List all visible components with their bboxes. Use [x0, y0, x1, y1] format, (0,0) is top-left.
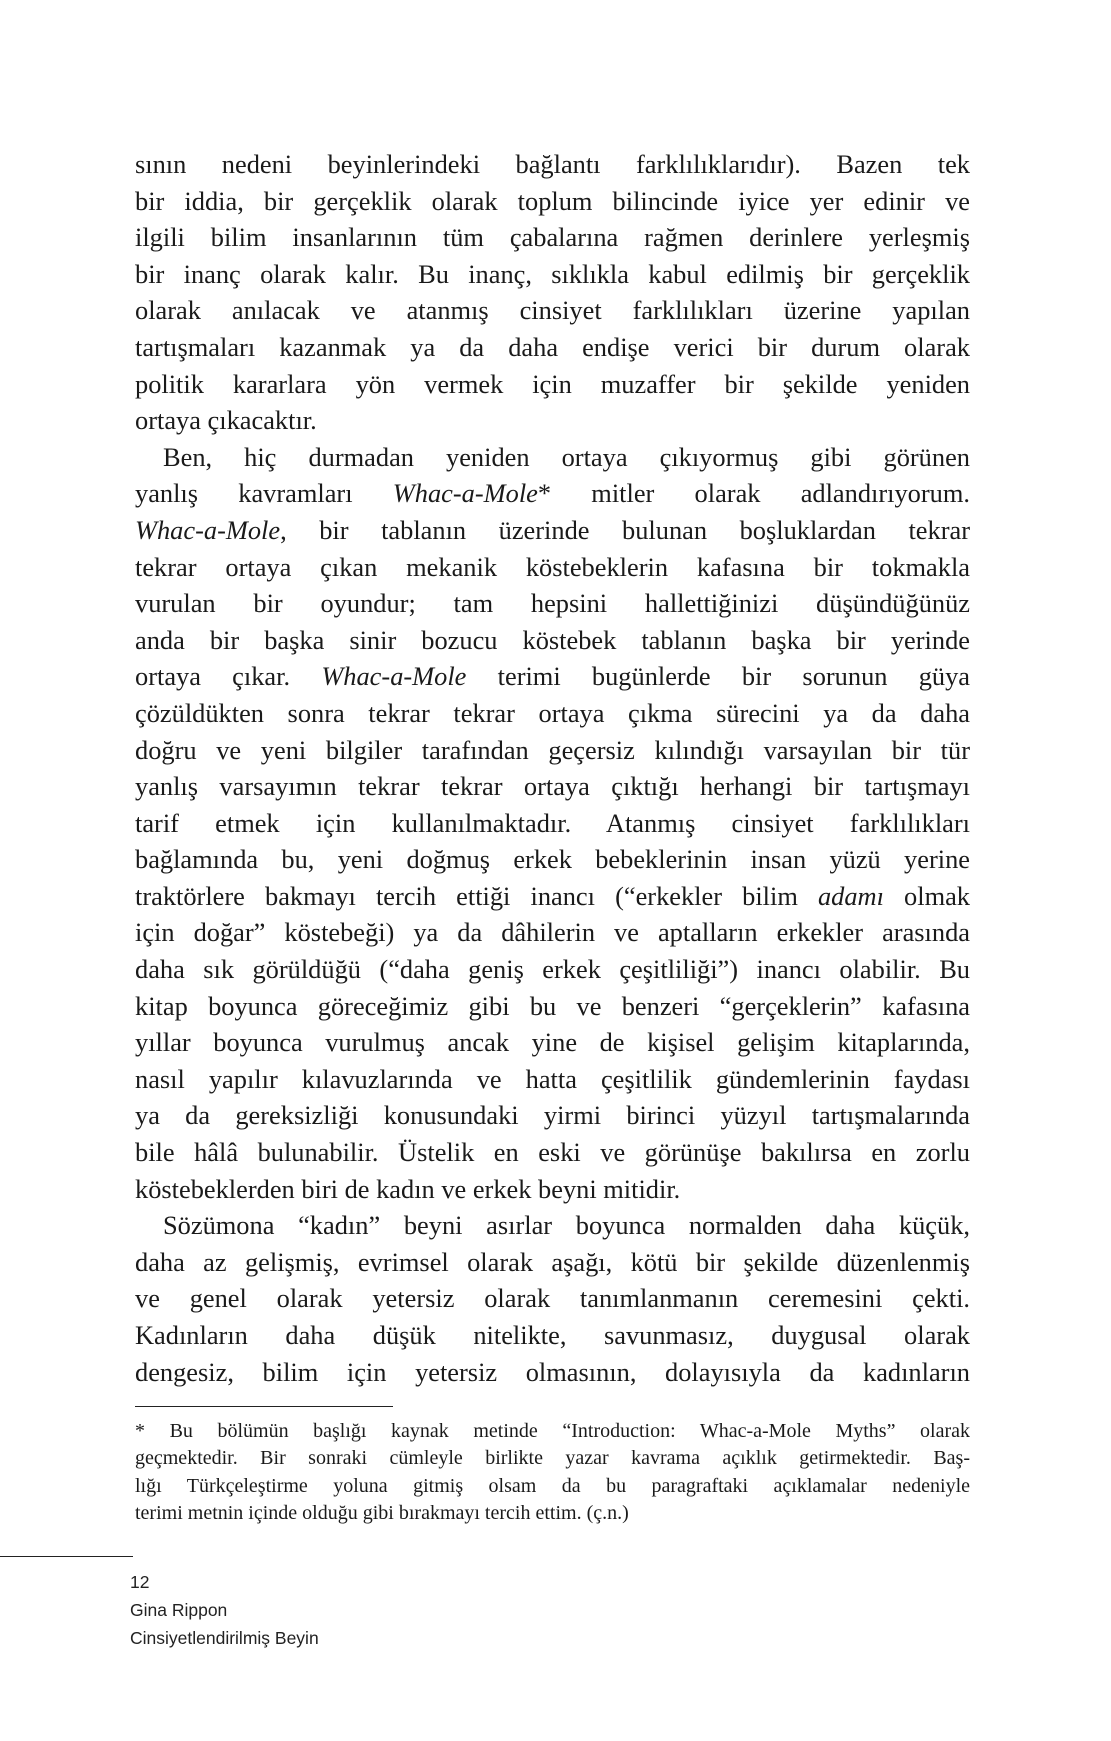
text-line: bağlamında bu, yeni doğmuş erkek bebeklerinin insan yüzü yerine	[135, 844, 970, 875]
text-line: yanlış kavramları Whac-a-Mole* mitler olarak adlandırıyorum.	[135, 478, 970, 509]
text-line: için doğar” köstebeği) ya da dâhilerin ve aptalların erkekler arasında	[135, 917, 970, 948]
footnote	[135, 1418, 970, 1527]
text-line: Whac-a-Mole, bir tablanın üzerinde bulunan boşluklardan tekrar	[135, 514, 970, 545]
text-line: ortaya çıkacaktır.	[135, 405, 317, 436]
text-line: anda bir başka sinir bozucu köstebek tablanın başka bir yerinde	[135, 624, 970, 655]
footer-book-title: Cinsiyetlendirilmiş Beyin	[130, 1628, 319, 1648]
text-line: yanlış varsayımın tekrar tekrar ortaya çıktığı herhangi bir tartışmayı	[135, 771, 970, 802]
text-line: tekrar ortaya çıkan mekanik köstebeklerin kafasına bir tokmakla	[135, 551, 970, 582]
text-line: Ben, hiç durmadan yeniden ortaya çıkıyormuş gibi görünen	[163, 441, 970, 472]
page-number: 12	[130, 1572, 150, 1592]
text-line: Sözümona “kadın” beyni asırlar boyunca normalden daha küçük,	[163, 1210, 970, 1241]
text-line: ve genel olarak yetersiz olarak tanımlanmanın ceremesini çekti.	[135, 1283, 970, 1314]
footnote-line: * Bu bölümün başlığı kaynak metinde “Introduction: Whac-a-Mole Myths” olarak	[135, 1420, 970, 1442]
text-line: ortaya çıkar. Whac-a-Mole terimi bugünlerde bir sorunun güya	[135, 661, 970, 692]
text-line: kitap boyunca göreceğimiz gibi bu ve benzeri “gerçeklerin” kafasına	[135, 990, 970, 1021]
text-line: ya da gereksizliği konusundaki yirmi birinci yüzyıl tartışmalarında	[135, 1100, 970, 1131]
text-line: doğru ve yeni bilgiler tarafından geçersiz kılındığı varsayılan bir tür	[135, 734, 970, 765]
text-line: tartışmaları kazanmak ya da daha endişe verici bir durum olarak	[135, 331, 970, 362]
footnote-line: lığı Türkçeleştirme yoluna gitmiş olsam da bu paragraftaki açıklamalar nedeniyle	[135, 1474, 970, 1497]
footnote-divider	[135, 1406, 393, 1407]
footer-author: Gina Rippon	[130, 1600, 228, 1620]
text-line: dengesiz, bilim için yetersiz olmasının, dolayısıyla da kadınların	[135, 1356, 970, 1387]
text-line: nasıl yapılır kılavuzlarında ve hatta çeşitlilik gündemlerinin faydası	[135, 1063, 970, 1094]
text-line: çözüldükten sonra tekrar tekrar ortaya çıkma sürecini ya da daha	[135, 697, 970, 728]
text-line: daha az gelişmiş, evrimsel olarak aşağı, kötü bir şekilde düzenlenmiş	[135, 1246, 970, 1277]
footnote-line: geçmektedir. Bir sonraki cümleyle birlikte yazar kavrama açıklık getirmektedir. Baş-	[135, 1447, 970, 1470]
text-line: bir iddia, bir gerçeklik olarak toplum bilincinde iyice yer edinir ve	[135, 185, 970, 216]
footer-divider	[0, 1556, 133, 1557]
text-line: politik kararlara yön vermek için muzaffer bir şekilde yeniden	[135, 368, 970, 399]
text-line: bile hâlâ bulunabilir. Üstelik en eski ve görünüşe bakılırsa en zorlu	[135, 1137, 970, 1168]
body-text	[135, 146, 970, 1390]
text-line: daha sık görüldüğü (“daha geniş erkek çeşitliliği”) inancı olabilir. Bu	[135, 954, 970, 985]
text-line: traktörlere bakmayı tercih ettiği inancı (“erkekler bilim adamı olmak	[135, 880, 971, 911]
footnote-line: terimi metnin içinde olduğu gibi bırakmayı tercih ettim. (ç.n.)	[135, 1501, 629, 1524]
text-line: sının nedeni beyinlerindeki bağlantı farklılıklarıdır). Bazen tek	[135, 149, 970, 179]
text-line: tarif etmek için kullanılmaktadır. Atanmış cinsiyet farklılıkları	[135, 807, 970, 838]
text-line: yıllar boyunca vurulmuş ancak yine de kişisel gelişim kitaplarında,	[135, 1027, 970, 1058]
text-line: olarak anılacak ve atanmış cinsiyet farklılıkları üzerine yapılan	[135, 295, 970, 326]
text-line: vurulan bir oyundur; tam hepsini hallettiğinizi düşündüğünüz	[135, 588, 970, 619]
text-line: ilgili bilim insanlarının tüm çabalarına rağmen derinlere yerleşmiş	[135, 222, 970, 253]
page-footer	[130, 1568, 319, 1652]
text-line: Kadınların daha düşük nitelikte, savunmasız, duygusal olarak	[135, 1320, 970, 1350]
text-line: köstebeklerden biri de kadın ve erkek beyni mitidir.	[135, 1173, 681, 1204]
text-line: bir inanç olarak kalır. Bu inanç, sıklıkla kabul edilmiş bir gerçeklik	[135, 258, 970, 289]
